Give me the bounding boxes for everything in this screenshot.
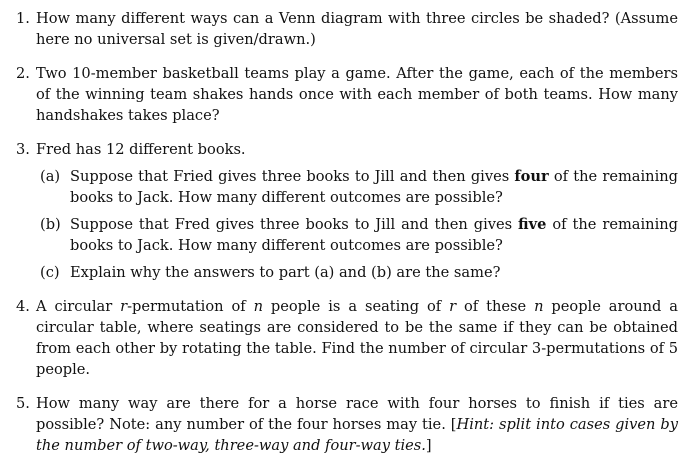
text-segment: of these [456,298,535,315]
problem-number: 2. [16,65,30,82]
subparts-list [36,166,678,283]
subpart-c [36,262,678,283]
subpart-label: (c) [40,264,60,281]
subpart-text-before: Suppose that Fried gives three books to Jill and then gives [70,168,515,185]
subpart-label: (b) [40,216,61,233]
text-segment: -permutation of [127,298,254,315]
text-segment: people is a seating of [262,298,450,315]
problem-text: Two 10-member basketball teams play a game. After the game, each of the members of the winning team shakes hands once with each member of both teams. How many handshakes takes place? [36,65,678,124]
hint-text: Hint: split into cases given by the number of two-way, three-way and four-way ties. [36,416,678,454]
problem-text: How many different ways can a Venn diagram with three circles be shaded? (Assume here no universal set is given/drawn.) [36,10,678,48]
problem-number: 4. [16,298,30,315]
problem-5 [16,393,678,456]
subpart-text-before: Suppose that Fred gives three books to Jill and then gives [70,216,519,233]
hint-bracket-close: ] [425,437,432,454]
subpart-text: Explain why the answers to part (a) and (b) are the same? [70,264,501,281]
problem-number: 5. [16,395,30,412]
subpart-emphasis: four [514,168,549,185]
problem-1 [16,8,678,50]
problem-text [36,393,678,456]
math-variable-r: r [449,298,457,315]
problem-text: Fred has 12 different books. [36,141,246,158]
subpart-emphasis: five [518,216,547,233]
text-segment: people around a circular table, where seatings are considered to be the same if they can be obtained from each other by rotating the table. Find the number of circular 3-permutations of 5 people. [36,298,678,378]
problem-3 [16,139,678,283]
problem-text [36,296,678,380]
problem-number: 1. [16,10,30,27]
subpart-text-after: of the remaining books to Jack. How many different outcomes are possible? [70,168,678,206]
subpart-b [36,214,678,256]
math-variable-n: n [253,298,263,315]
math-variable-r: r [120,298,128,315]
problem-number: 3. [16,141,30,158]
hint-bracket-open: [ [450,416,457,433]
subpart-text-after: of the remaining books to Jack. How many different outcomes are possible? [70,216,678,254]
problem-2 [16,63,678,126]
math-variable-n: n [534,298,544,315]
text-segment: How many way are there for a horse race with four horses to finish if ties are possible? Note: any number of the four horses may tie. [36,395,678,433]
text-segment: A circular [36,298,121,315]
subpart-label: (a) [40,168,61,185]
subpart-a [36,166,678,208]
problem-4 [16,296,678,380]
